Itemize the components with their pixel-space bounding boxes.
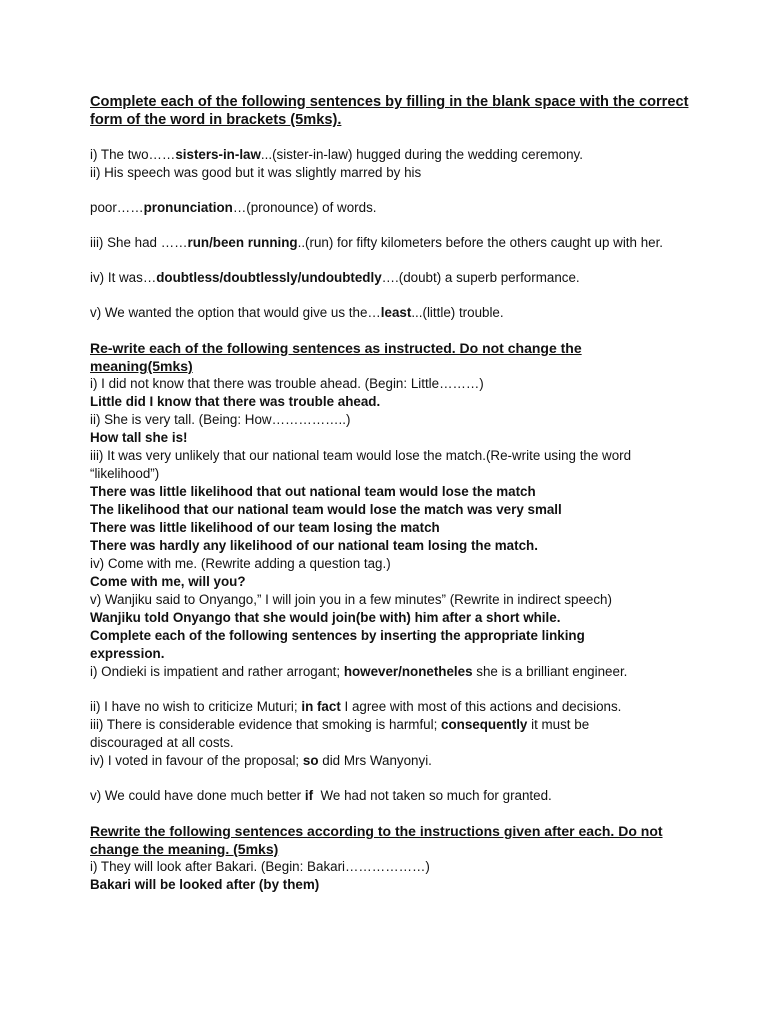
s1-item-3 xyxy=(90,234,665,252)
s3-item-1-answer: however/nonetheles xyxy=(343,664,473,679)
s3-item-3 xyxy=(90,716,625,752)
s2-line-14: Complete each of the following sentences by inserting the appropriate linking expression. xyxy=(90,628,585,661)
s1-item-1-post: ...(sister-in-law) hugged during the wedding ceremony. xyxy=(260,147,583,162)
s2-line-6: There was little likelihood that out national team would lose the match xyxy=(90,484,536,499)
s4-line-1: i) They will look after Bakari. (Begin: Bakari………………) xyxy=(90,859,430,874)
s2-line-4: How tall she is! xyxy=(90,430,188,445)
s4-line-2: Bakari will be looked after (by them) xyxy=(90,877,320,892)
s3-item-3-answer: consequently xyxy=(441,717,528,732)
s3-item-5 xyxy=(90,787,690,805)
s2-line-2: Little did I know that there was trouble ahead. xyxy=(90,394,381,409)
s1-item-3-answer: run/been running xyxy=(187,235,298,250)
s2-line-10: iv) Come with me. (Rewrite adding a question tag.) xyxy=(90,556,391,571)
s1-item-5 xyxy=(90,304,690,322)
s1-item-1-answer: sisters-in-law xyxy=(175,147,261,162)
s1-item-3-pre: iii) She had …… xyxy=(90,235,188,250)
s1-item-2b-pre: poor…… xyxy=(90,200,144,215)
s3-item-4-post: did Mrs Wanyonyi. xyxy=(318,753,432,768)
s1-item-5-pre: v) We wanted the option that would give us the… xyxy=(90,305,381,320)
s1-item-2b-answer: pronunciation xyxy=(143,200,233,215)
s2-line-5: iii) It was very unlikely that our national team would lose the match.(Re-write using the word “likelihood”) xyxy=(90,448,632,481)
s1-item-2 xyxy=(90,164,690,182)
s3-item-3-pre: iii) There is considerable evidence that smoking is harmful; xyxy=(90,717,442,732)
s3-item-5-answer: if xyxy=(304,788,314,803)
s1-item-1-pre: i) The two…… xyxy=(90,147,176,162)
s1-item-1 xyxy=(90,146,690,164)
s3-item-1 xyxy=(90,663,690,681)
s2-line-13: Wanjiku told Onyango that she would join(be with) him after a short while. xyxy=(90,610,561,625)
s3-item-1-post: she is a brilliant engineer. xyxy=(472,664,628,679)
s1-item-3-post: ..(run) for fifty kilometers before the others caught up with her. xyxy=(297,235,664,250)
s1-item-2b xyxy=(90,199,690,217)
section2-heading: Re-write each of the following sentences as instructed. Do not change the meaning(5mks) xyxy=(90,340,582,374)
s3-item-4-answer: so xyxy=(302,753,319,768)
s3-item-5-pre: v) We could have done much better xyxy=(90,788,305,803)
section4-heading: Rewrite the following sentences according to the instructions given after each. Do not change the meaning. (5mks) xyxy=(90,823,663,857)
s1-item-4-post: ….(doubt) a superb performance. xyxy=(381,270,580,285)
s2-line-3: ii) She is very tall. (Being: How……………..) xyxy=(90,412,351,427)
s3-item-2-answer: in fact xyxy=(301,699,341,714)
s3-item-3-post: it must be discouraged at all costs. xyxy=(90,717,590,750)
s3-item-2-pre: ii) I have no wish to criticize Muturi; xyxy=(90,699,302,714)
s1-item-4-pre: iv) It was… xyxy=(90,270,157,285)
s3-item-4-pre: iv) I voted in favour of the proposal; xyxy=(90,753,303,768)
s1-item-2b-post: …(pronounce) of words. xyxy=(232,200,377,215)
s2-line-7: The likelihood that our national team would lose the match was very small xyxy=(90,502,562,517)
s3-item-2-post: I agree with most of this actions and decisions. xyxy=(340,699,622,714)
section1-heading: Complete each of the following sentences by filling in the blank space with the correct form of the word in brackets (5mks). xyxy=(90,94,689,128)
s2-line-1: i) I did not know that there was trouble ahead. (Begin: Little………) xyxy=(90,376,484,391)
s1-item-5-answer: least xyxy=(380,305,412,320)
document-page xyxy=(90,93,690,894)
s3-item-5-post: We had not taken so much for granted. xyxy=(313,788,552,803)
s1-item-4 xyxy=(90,269,690,287)
s1-item-4-answer: doubtless/doubtlessly/undoubtedly xyxy=(156,270,382,285)
s2-line-11: Come with me, will you? xyxy=(90,574,246,589)
s3-item-2 xyxy=(90,698,690,716)
s2-line-8: There was little likelihood of our team losing the match xyxy=(90,520,440,535)
s2-line-12: v) Wanjiku said to Onyango,” I will join you in a few minutes” (Rewrite in indirect speech) xyxy=(90,592,612,607)
s3-item-4 xyxy=(90,752,690,770)
s1-item-2-pre: ii) His speech was good but it was slightly marred by his xyxy=(90,165,422,180)
s1-item-5-post: ...(little) trouble. xyxy=(411,305,504,320)
s3-item-1-pre: i) Ondieki is impatient and rather arrogant; xyxy=(90,664,344,679)
s2-line-9: There was hardly any likelihood of our national team losing the match. xyxy=(90,538,538,553)
